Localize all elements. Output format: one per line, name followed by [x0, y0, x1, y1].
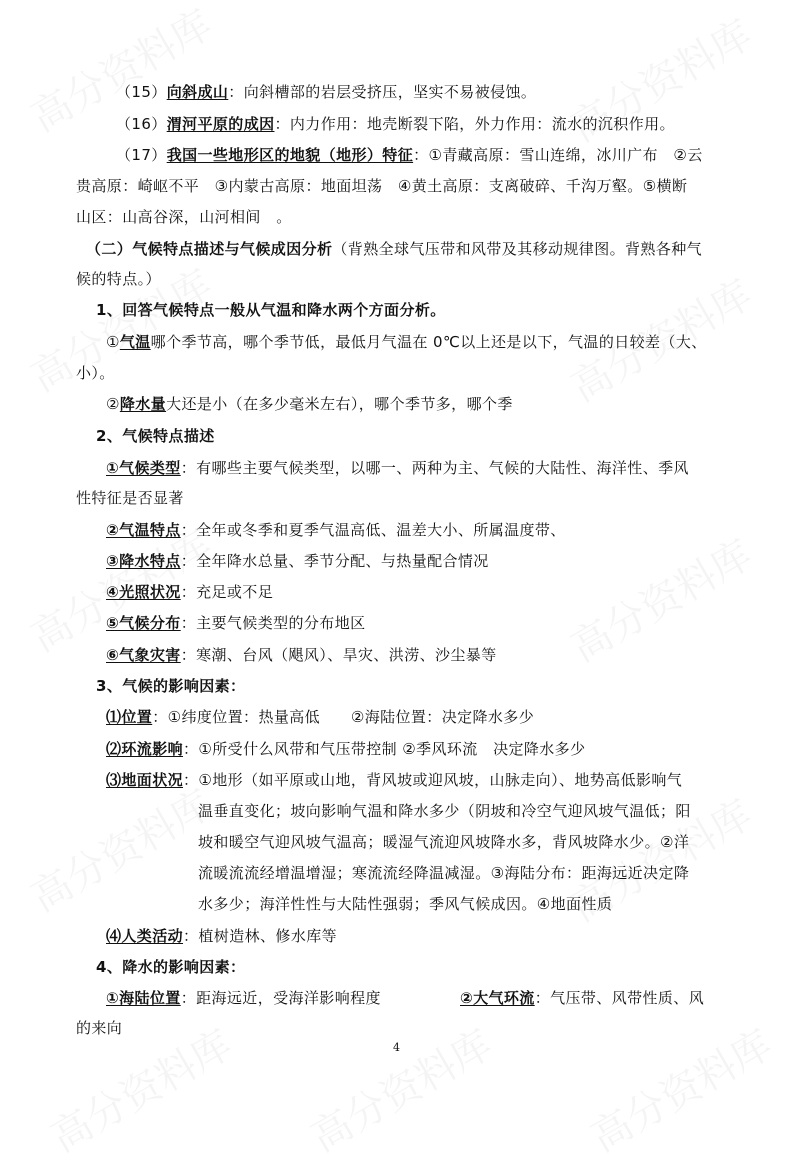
heading-3: 3、气候的影响因素：: [96, 677, 246, 695]
watermark: [19, 774, 221, 923]
watermark: [559, 524, 761, 673]
item-16: （16）渭河平原的成因：内力作用：地壳断裂下陷，外力作用：流水的沉积作用。: [116, 115, 675, 133]
temperature-term: 气温: [119, 333, 151, 351]
watermark: [299, 1014, 501, 1163]
section-2-cont: 候的特点。）: [76, 270, 161, 288]
item-17-cont: 贵高原：崎岖不平 ③内蒙古高原：地面坦荡 ④黄土高原：支离破碎、千沟万壑。⑤横断: [76, 177, 688, 195]
factor-location: ⑴位置：①纬度位置：热量高低 ②海陆位置：决定降水多少: [106, 708, 535, 726]
factor-surface: ⑶地面状况：①地形（如平原或山地，背风坡或迎风坡，山脉走向）、地势高低影响气: [106, 771, 683, 789]
factor-human: ⑷人类活动：植树造林、修水库等: [106, 927, 338, 945]
precipitation-feature: ③降水特点：全年降水总量、季节分配、与热量配合情况: [106, 552, 489, 570]
item-16-term: 渭河平原的成因: [166, 115, 275, 133]
watermark: [579, 1014, 781, 1163]
factor-circulation: ⑵环流影响：①所受什么风带和气压带控制 ②季风环流 决定降水多少: [106, 740, 586, 758]
precipitation-term: 降水量: [119, 395, 167, 413]
item-17-cont: 山区：山高谷深，山河相间 。: [76, 208, 292, 226]
watermark: [39, 1014, 241, 1163]
climate-distribution: ⑤气候分布：主要气候类型的分布地区: [106, 614, 366, 632]
page-number: 4: [393, 1041, 400, 1054]
point-temperature: ①气温哪个季节高，哪个季节低，最低月气温在 0℃以上还是以下，气温的日较差（大、: [106, 333, 707, 351]
heading-4: 4、降水的影响因素：: [96, 958, 246, 976]
climate-type-cont: 性特征是否显著: [76, 489, 184, 507]
factor-surface-cont: 流暖流流经增温增湿；寒流流经降温减湿。③海陆分布：距海远近决定降: [198, 864, 690, 882]
point-temperature-cont: 小）。: [76, 364, 115, 382]
heading-1: 1、回答气候特点一般从气温和降水两个方面分析。: [96, 301, 446, 319]
heading-2: 2、气候特点描述: [96, 427, 215, 445]
rain-factor-cont: 的来向: [76, 1019, 123, 1037]
factor-surface-cont: 水多少；海洋性性与大陆性强弱；季风气候成因。④地面性质: [198, 895, 613, 913]
factor-surface-cont: 温垂直变化；坡向影响气温和降水多少（阴坡和冷空气迎风坡气温低；阳: [198, 802, 691, 820]
section-2-title: （二）气候特点描述与气候成因分析: [86, 240, 333, 258]
section-2-heading: （二）气候特点描述与气候成因分析（背熟全球气压带和风带及其移动规律图。背熟各种气: [86, 240, 703, 258]
item-15-term: 向斜成山: [166, 83, 229, 101]
weather-disasters: ⑥气象灾害：寒潮、台风（飓风）、旱灾、洪涝、沙尘暴等: [106, 646, 497, 664]
factor-surface-cont: 坡和暖空气迎风坡气温高；暖湿气流迎风坡降水多，背风坡降水少。②洋: [198, 833, 690, 851]
point-precipitation: ②降水量大还是小（在多少毫米左右），哪个季节多，哪个季: [106, 395, 513, 413]
climate-type: ①气候类型：有哪些主要气候类型，以哪一、两种为主、气候的大陆性、海洋性、季风: [106, 459, 689, 477]
item-17: （17）我国一些地形区的地貌（地形）特征：①青藏高原：雪山连绵，冰川广布 ②云: [116, 146, 703, 164]
sunlight-condition: ④光照状况：充足或不足: [106, 583, 274, 601]
item-15: （15）向斜成山：向斜槽部的岩层受挤压，坚实不易被侵蚀。: [116, 83, 537, 101]
item-17-term: 我国一些地形区的地貌（地形）特征: [166, 146, 414, 164]
rain-factor-land-sea: ①海陆位置：距海远近，受海洋影响程度: [106, 989, 381, 1007]
temperature-feature: ②气温特点：全年或冬季和夏季气温高低、温差大小、所属温度带、: [106, 521, 566, 539]
rain-factor-circulation: ②大气环流：气压带、风带性质、风: [460, 989, 705, 1007]
